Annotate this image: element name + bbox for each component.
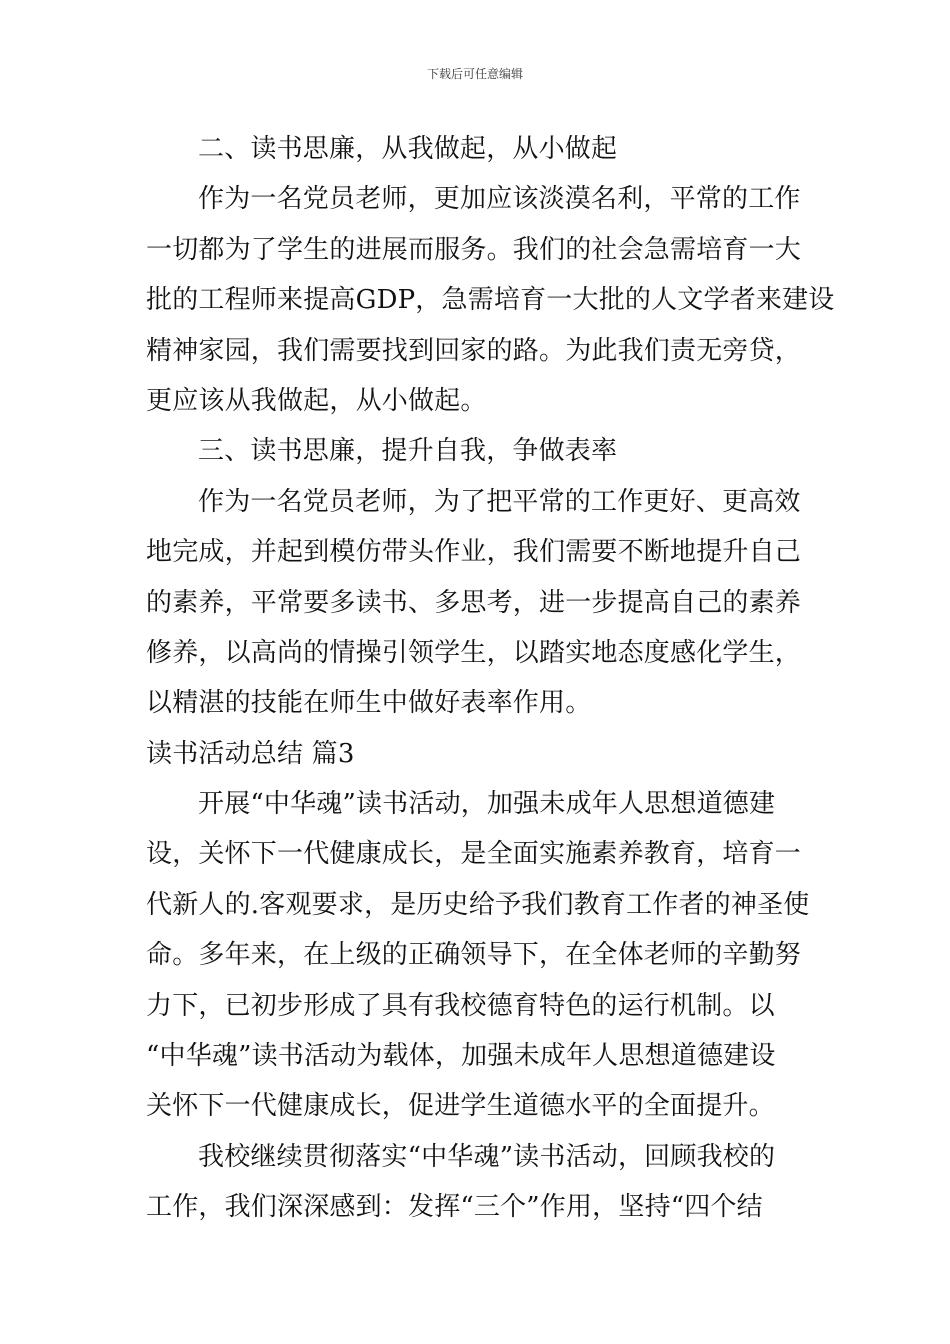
paragraph-line: 批的工程师来提高GDP，急需培育一大批的人文学者来建设 bbox=[146, 285, 835, 316]
document-body bbox=[146, 124, 835, 1233]
paragraph-line: 更应该从我做起，从小做起。 bbox=[146, 385, 487, 416]
article-title: 读书活动总结 篇3 bbox=[146, 738, 355, 769]
paragraph-line: 以精湛的技能在师生中做好表率作用。 bbox=[146, 688, 592, 719]
paragraph-line: 代新人的.客观要求，是历史给予我们教育工作者的神圣使 bbox=[146, 889, 810, 920]
paragraph-line: 精神家园，我们需要找到回家的路。为此我们责无旁贷， bbox=[146, 335, 802, 366]
paragraph-line: “中华魂”读书活动为载体，加强未成年人思想道德建设 bbox=[146, 1041, 776, 1072]
paragraph-line: 工作，我们深深感到：发挥“三个”作用，坚持“四个结 bbox=[146, 1192, 763, 1223]
paragraph-line: 关怀下一代健康成长，促进学生道德水平的全面提升。 bbox=[146, 1091, 775, 1122]
section-heading-2: 二、读书思廉，从我做起，从小做起 bbox=[198, 134, 618, 164]
paragraph-line: 开展“中华魂”读书活动，加强未成年人思想道德建 bbox=[198, 789, 776, 820]
paragraph-line: 命。多年来，在上级的正确领导下，在全体老师的辛勤努 bbox=[146, 940, 802, 971]
page-header: 下载后可任意编辑 bbox=[426, 67, 523, 81]
paragraph-line: 我校继续贯彻落实“中华魂”读书活动，回顾我校的 bbox=[198, 1141, 776, 1172]
paragraph-line: 作为一名党员老师，为了把平常的工作更好、更高效 bbox=[198, 486, 801, 517]
paragraph-line: 地完成，并起到模仿带头作业，我们需要不断地提升自己 bbox=[146, 537, 802, 568]
paragraph-line: 力下，已初步形成了具有我校德育特色的运行机制。以 bbox=[146, 990, 775, 1021]
paragraph-line: 一切都为了学生的进展而服务。我们的社会急需培育一大 bbox=[146, 234, 802, 265]
paragraph-line: 作为一名党员老师，更加应该淡漠名利，平常的工作 bbox=[198, 184, 801, 215]
paragraph-line: 的素养，平常要多读书、多思考，进一步提高自己的素养 bbox=[146, 587, 802, 618]
section-heading-3: 三、读书思廉，提升自我，争做表率 bbox=[198, 436, 618, 467]
paragraph-line: 修养，以高尚的情操引领学生，以踏实地态度感化学生， bbox=[146, 637, 802, 668]
paragraph-line: 设，关怀下一代健康成长，是全面实施素养教育，培育一 bbox=[146, 839, 802, 870]
